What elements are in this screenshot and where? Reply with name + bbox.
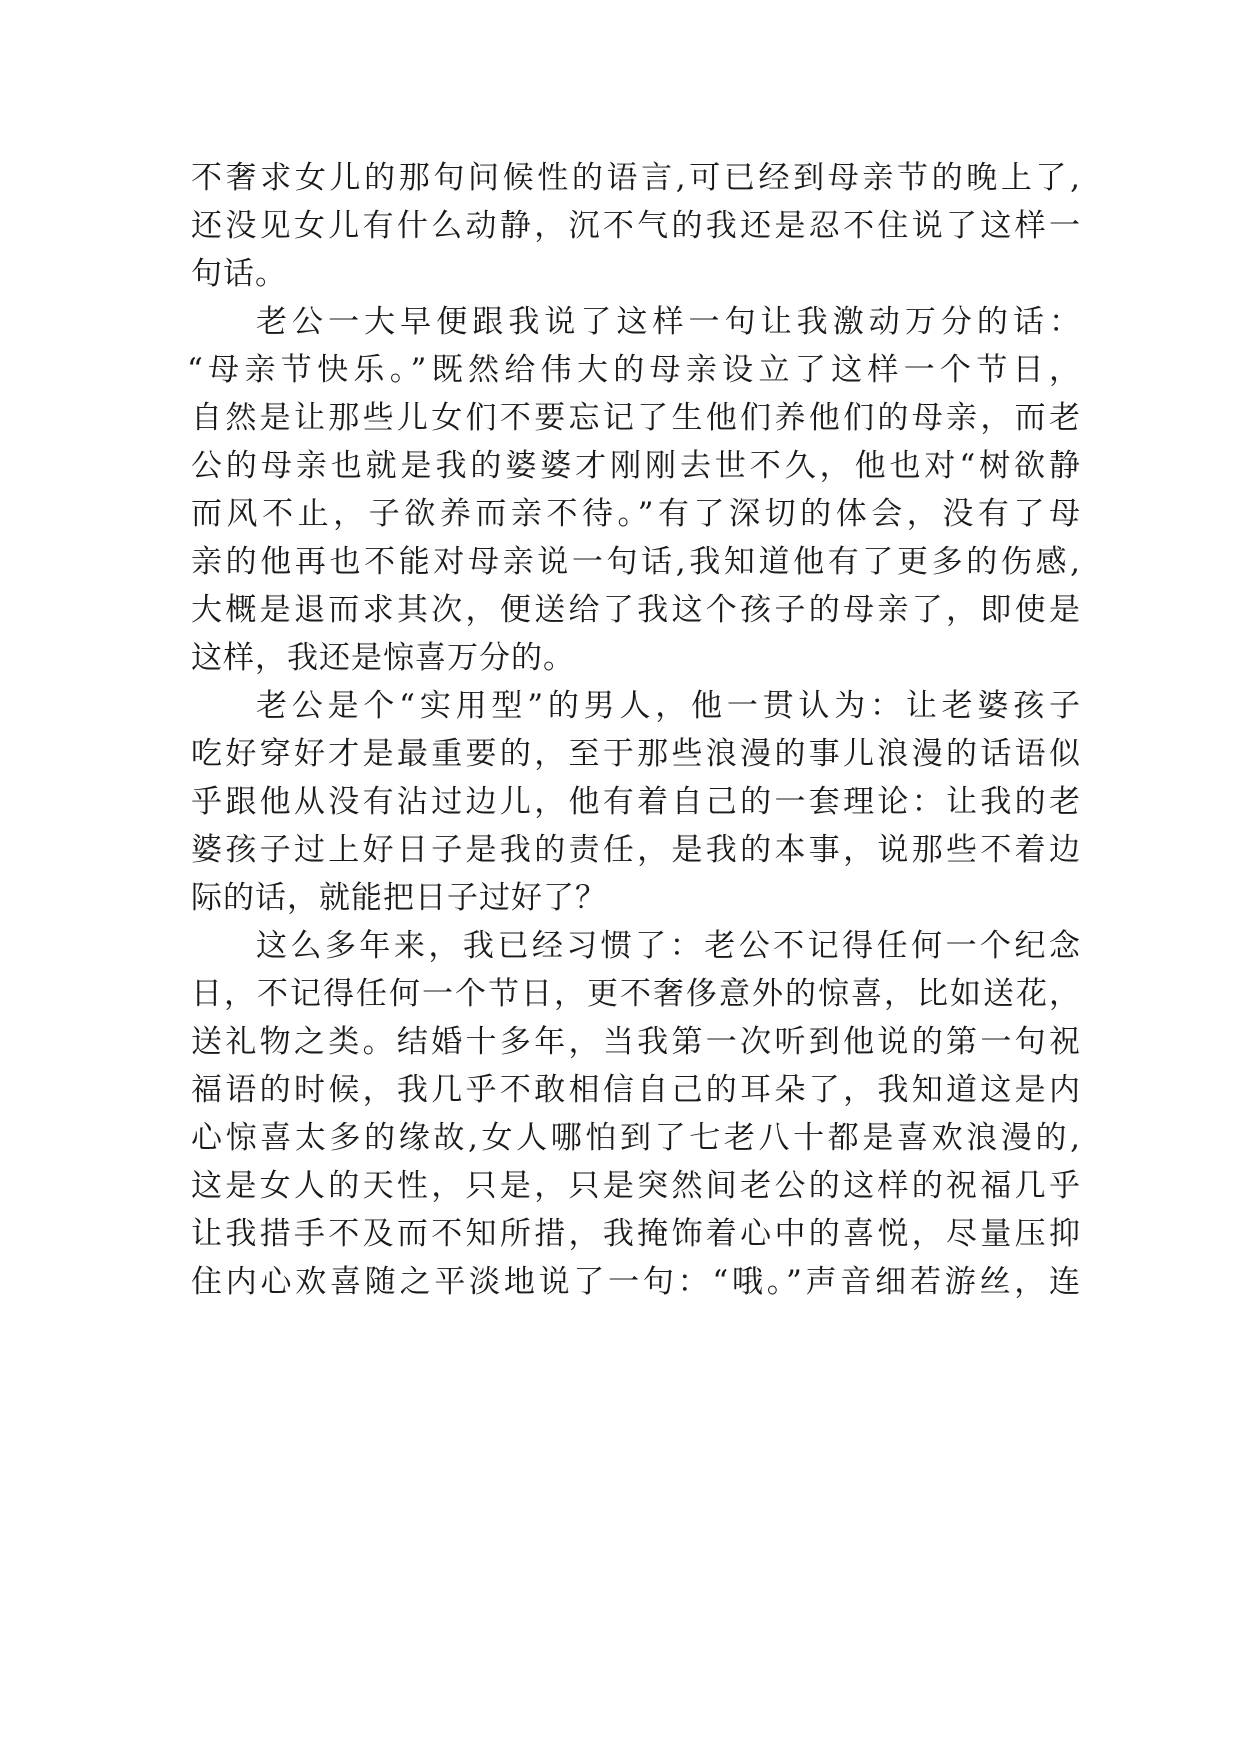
text-line-13: 吃好穿好才是最重要的，至于那些浪漫的事儿浪漫的话语似 (191, 736, 1081, 772)
text-line-2: 还没见女儿有什么动静，沉不气的我还是忍不住说了这样一 (191, 208, 1081, 244)
text-line-3: 句话。 (191, 256, 287, 292)
text-line-7: 公的母亲也就是我的婆婆才刚刚去世不久，他也对“树欲静 (191, 448, 1081, 484)
text-line-6: 自然是让那些儿女们不要忘记了生他们养他们的母亲，而老 (191, 400, 1081, 436)
text-line-23: 让我措手不及而不知所措，我掩饰着心中的喜悦，尽量压抑 (191, 1216, 1081, 1252)
text-line-20: 福语的时候，我几乎不敢相信自己的耳朵了，我知道这是内 (191, 1072, 1081, 1108)
text-line-16: 际的话，就能把日子过好了？ (191, 880, 607, 916)
text-line-9: 亲的他再也不能对母亲说一句话,我知道他有了更多的伤感, (191, 544, 1081, 580)
paragraph-start-line-17: 这么多年来，我已经习惯了：老公不记得任何一个纪念 (256, 928, 1081, 964)
text-line-14: 乎跟他从没有沾过边儿，他有着自己的一套理论：让我的老 (191, 784, 1081, 820)
text-line-8: 而风不止，子欲养而亲不待。”有了深切的体会，没有了母 (191, 496, 1081, 532)
text-line-22: 这是女人的天性，只是，只是突然间老公的这样的祝福几乎 (191, 1168, 1081, 1204)
article-body (187, 154, 1081, 1306)
text-line-1: 不奢求女儿的那句问候性的语言,可已经到母亲节的晚上了, (191, 160, 1081, 196)
text-line-11: 这样，我还是惊喜万分的。 (191, 640, 575, 676)
paragraph-start-line-12: 老公是个“实用型”的男人，他一贯认为：让老婆孩子 (256, 688, 1081, 724)
text-line-24: 住内心欢喜随之平淡地说了一句：“哦。”声音细若游丝，连 (191, 1264, 1081, 1300)
text-line-5: “母亲节快乐。”既然给伟大的母亲设立了这样一个节日， (187, 352, 1081, 388)
text-line-18: 日，不记得任何一个节日，更不奢侈意外的惊喜，比如送花， (191, 976, 1081, 1012)
text-line-19: 送礼物之类。结婚十多年，当我第一次听到他说的第一句祝 (191, 1024, 1081, 1060)
text-line-21: 心惊喜太多的缘故,女人哪怕到了七老八十都是喜欢浪漫的, (191, 1120, 1081, 1156)
text-line-10: 大概是退而求其次，便送给了我这个孩子的母亲了，即使是 (191, 592, 1081, 628)
paragraph-start-line-4: 老公一大早便跟我说了这样一句让我激动万分的话： (256, 304, 1081, 340)
text-line-15: 婆孩子过上好日子是我的责任，是我的本事，说那些不着边 (191, 832, 1081, 868)
